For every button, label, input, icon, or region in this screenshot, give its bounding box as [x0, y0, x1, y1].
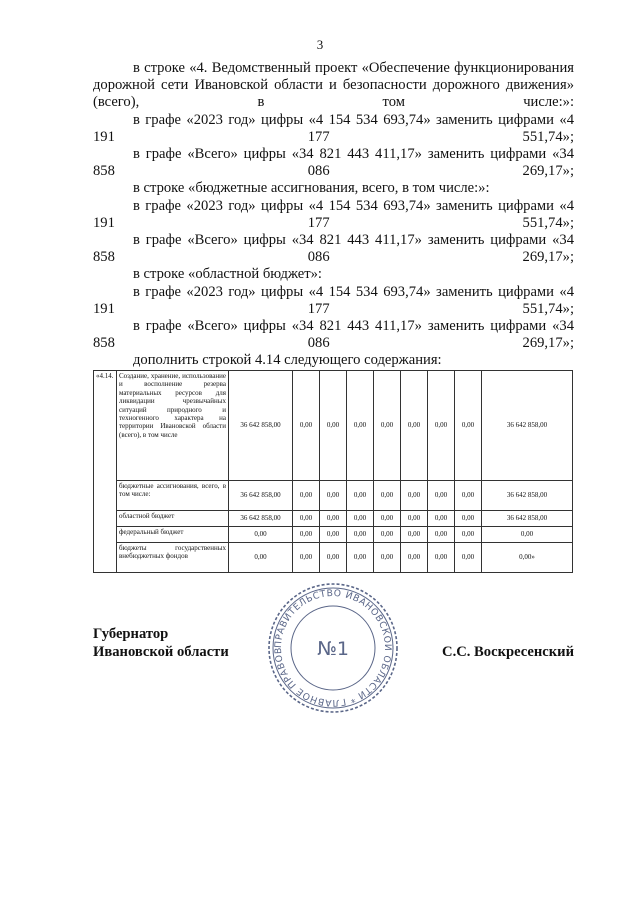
cell-value: 0,00	[374, 481, 401, 511]
cell-2023: 36 642 858,00	[229, 371, 293, 481]
cell-2023: 0,00	[229, 527, 293, 543]
signatory-title	[93, 626, 229, 661]
row-code: «4.14.	[94, 371, 117, 573]
signatory-name: С.С. Воскресенский	[442, 644, 574, 660]
row-label: бюджеты государственных внебюджетных фондов	[117, 543, 229, 573]
cell-value: 0,00	[320, 511, 347, 527]
paragraph: в графе «Всего» цифры «34 821 443 411,17» заменить цифрами «34 858 086 269,17»;	[93, 146, 574, 180]
cell-value: 0,00	[347, 511, 374, 527]
paragraph: дополнить строкой 4.14 следующего содержания:	[133, 352, 442, 369]
cell-value: 0,00	[455, 527, 482, 543]
cell-value: 0,00	[320, 481, 347, 511]
cell-value: 0,00	[293, 527, 320, 543]
table-row	[94, 371, 573, 481]
cell-value: 0,00	[428, 371, 455, 481]
cell-value: 0,00	[374, 527, 401, 543]
paragraph: в строке «4. Ведомственный проект «Обеспечение функционирования дорожной сети Ивановской области и безопасности дорожного движения» (всего), в том числе:»:	[93, 60, 574, 111]
cell-value: 0,00	[455, 543, 482, 573]
cell-value: 0,00	[428, 511, 455, 527]
funding-table	[93, 370, 572, 573]
paragraph: в графе «Всего» цифры «34 821 443 411,17» заменить цифрами «34 858 086 269,17»;	[93, 232, 574, 266]
cell-value: 0,00	[293, 511, 320, 527]
table-row	[94, 511, 573, 527]
cell-total: 0,00»	[482, 543, 573, 573]
cell-value: 0,00	[401, 481, 428, 511]
seal-center-text: №1	[317, 638, 349, 660]
signatory-title-line: Губернатор	[93, 626, 169, 642]
cell-value: 0,00	[293, 543, 320, 573]
table-row	[94, 543, 573, 573]
paragraph: в графе «2023 год» цифры «4 154 534 693,74» заменить цифрами «4 191 177 551,74»;	[93, 111, 574, 145]
cell-total: 36 642 858,00	[482, 511, 573, 527]
cell-total: 36 642 858,00	[482, 481, 573, 511]
cell-value: 0,00	[428, 481, 455, 511]
paragraph: в графе «2023 год» цифры «4 154 534 693,74» заменить цифрами «4 191 177 551,74»;	[93, 283, 574, 317]
cell-value: 0,00	[428, 527, 455, 543]
cell-value: 0,00	[374, 543, 401, 573]
cell-total: 36 642 858,00	[482, 371, 573, 481]
cell-value: 0,00	[320, 543, 347, 573]
cell-value: 0,00	[293, 371, 320, 481]
cell-value: 0,00	[347, 527, 374, 543]
row-label: областной бюджет	[117, 511, 229, 527]
table-row	[94, 527, 573, 543]
cell-2023: 36 642 858,00	[229, 481, 293, 511]
official-seal	[263, 578, 403, 718]
cell-value: 0,00	[401, 527, 428, 543]
row-label: бюджетные ассигнования, всего, в том числе:	[117, 481, 229, 511]
cell-value: 0,00	[428, 543, 455, 573]
paragraph: в графе «Всего» цифры «34 821 443 411,17» заменить цифрами «34 858 086 269,17»;	[93, 318, 574, 352]
seal-graphic	[263, 578, 403, 718]
cell-value: 0,00	[320, 371, 347, 481]
body-text	[93, 60, 574, 370]
cell-value: 0,00	[455, 511, 482, 527]
row-label: федеральный бюджет	[117, 527, 229, 543]
paragraph: в строке «бюджетные ассигнования, всего, в том числе:»:	[133, 180, 490, 197]
paragraph: в графе «2023 год» цифры «4 154 534 693,74» заменить цифрами «4 191 177 551,74»;	[93, 197, 574, 231]
cell-total: 0,00	[482, 527, 573, 543]
cell-value: 0,00	[401, 511, 428, 527]
signatory-title-line: Ивановской области	[93, 643, 229, 660]
cell-value: 0,00	[347, 543, 374, 573]
cell-value: 0,00	[374, 511, 401, 527]
paragraph: в строке «областной бюджет»:	[133, 266, 322, 283]
cell-value: 0,00	[374, 371, 401, 481]
seal-ring-text: ПРАВИТЕЛЬСТВО ИВАНОВСКОЙ ОБЛАСТИ * ГЛАВНОЕ ПРАВОВ	[272, 587, 394, 709]
cell-value: 0,00	[455, 481, 482, 511]
cell-2023: 0,00	[229, 543, 293, 573]
table-row	[94, 481, 573, 511]
cell-value: 0,00	[347, 481, 374, 511]
cell-2023: 36 642 858,00	[229, 511, 293, 527]
cell-value: 0,00	[401, 543, 428, 573]
row-label: Создание, хранение, использование и восполнение резерва материальных ресурсов для ликвидации чрезвычайных ситуаций природного и техногенного характера на территории Ивановской области (всего), в том числе	[117, 371, 229, 481]
cell-value: 0,00	[293, 481, 320, 511]
page-number: 3	[316, 37, 324, 52]
cell-value: 0,00	[320, 527, 347, 543]
cell-value: 0,00	[347, 371, 374, 481]
cell-value: 0,00	[455, 371, 482, 481]
cell-value: 0,00	[401, 371, 428, 481]
